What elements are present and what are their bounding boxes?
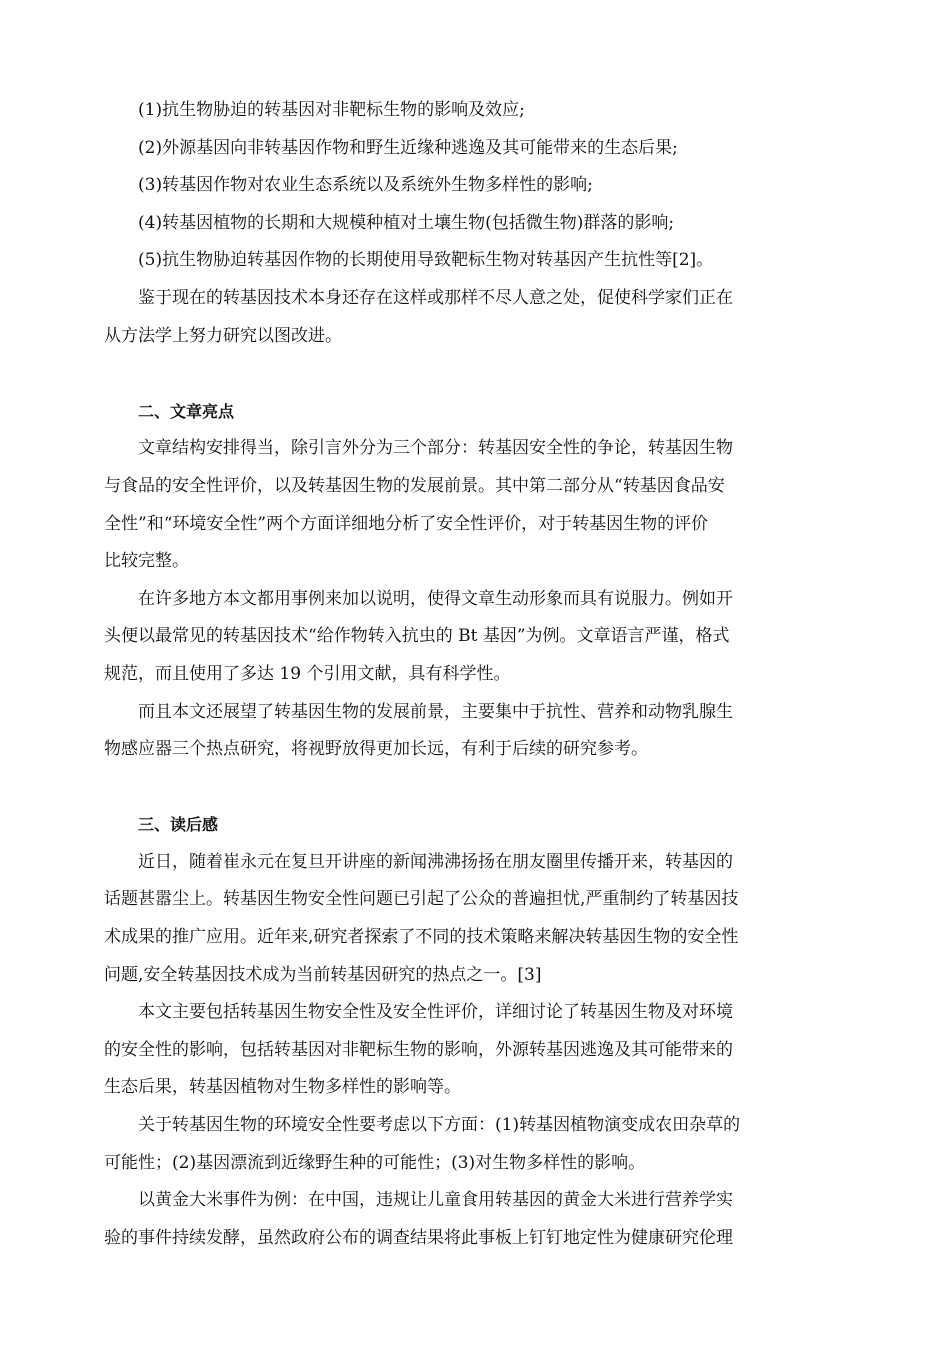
- paragraph-line: 话题甚嚣尘上。转基因生物安全性问题已引起了公众的普遍担忧,严重制约了转基因技: [104, 889, 739, 910]
- paragraph-line: 比较完整。: [104, 551, 189, 572]
- paragraph-line: 的安全性的影响，包括转基因对非靶标生物的影响，外源转基因逃逸及其可能带来的: [104, 1039, 733, 1060]
- paragraph-line: 鉴于现在的转基因技术本身还存在这样或那样不尽人意之处，促使科学家们正在: [138, 287, 733, 308]
- paragraph-line: 文章结构安排得当，除引言外分为三个部分：转基因安全性的争论，转基因生物: [138, 438, 733, 459]
- list-item: (3)转基因作物对农业生态系统以及系统外生物多样性的影响;: [138, 175, 593, 196]
- section-heading: 二、文章亮点: [138, 401, 235, 421]
- section-heading: 三、读后感: [138, 815, 219, 835]
- paragraph-line: 从方法学上努力研究以图改进。: [104, 325, 342, 346]
- paragraph-line: 术成果的推广应用。近年来,研究者探索了不同的技术策略来解决转基因生物的安全性: [104, 927, 739, 948]
- document-page: [104, 92, 820, 1257]
- paragraph-line: 可能性；(2)基因漂流到近缘野生种的可能性；(3)对生物多样性的影响。: [104, 1152, 646, 1173]
- paragraph-line: 问题,安全转基因技术成为当前转基因研究的热点之一。[3]: [104, 964, 542, 985]
- paragraph-line: 头便以最常见的转基因技术“给作物转入抗虫的 Bt 基因”为例。文章语言严谨，格式: [104, 626, 730, 647]
- paragraph-line: 生态后果，转基因植物对生物多样性的影响等。: [104, 1077, 461, 1098]
- list-item: (5)抗生物胁迫转基因作物的长期使用导致靶标生物对转基因产生抗性等[2]。: [138, 250, 714, 271]
- paragraph-line: 关于转基因生物的环境安全性要考虑以下方面：(1)转基因植物演变成农田杂草的: [138, 1115, 741, 1136]
- paragraph-line: 而且本文还展望了转基因生物的发展前景，主要集中于抗性、营养和动物乳腺生: [138, 701, 733, 722]
- paragraph-line: 验的事件持续发酵，虽然政府公布的调查结果将此事板上钉钉地定性为健康研究伦理: [104, 1227, 733, 1248]
- paragraph-line: 物感应器三个热点研究，将视野放得更加长远，有利于后续的研究参考。: [104, 739, 648, 760]
- list-item: (1)抗生物胁迫的转基因对非靶标生物的影响及效应;: [138, 100, 525, 120]
- paragraph-line: 与食品的安全性评价，以及转基因生物的发展前景。其中第二部分从“转基因食品安: [104, 475, 725, 496]
- paragraph-line: 本文主要包括转基因生物安全性及安全性评价，详细讨论了转基因生物及对环境: [138, 1002, 733, 1023]
- list-item: (4)转基因植物的长期和大规模种植对土壤生物(包括微生物)群落的影响;: [138, 212, 675, 233]
- paragraph-line: 全性”和“环境安全性”两个方面详细地分析了安全性评价，对于转基因生物的评价: [104, 513, 709, 534]
- paragraph-line: 在许多地方本文都用事例来加以说明，使得文章生动形象而具有说服力。例如开: [138, 588, 733, 609]
- section-gap: [104, 769, 820, 807]
- paragraph-line: 以黄金大米事件为例：在中国，违规让儿童食用转基因的黄金大米进行营养学实: [138, 1190, 733, 1211]
- paragraph-line: 规范，而且使用了多达 19 个引用文献，具有科学性。: [104, 663, 511, 684]
- paragraph-line: 近日，随着崔永元在复旦开讲座的新闻沸沸扬扬在朋友圈里传播开来，转基因的: [138, 851, 733, 872]
- list-item: (2)外源基因向非转基因作物和野生近缘种逃逸及其可能带来的生态后果;: [138, 137, 678, 158]
- section-gap: [104, 355, 820, 393]
